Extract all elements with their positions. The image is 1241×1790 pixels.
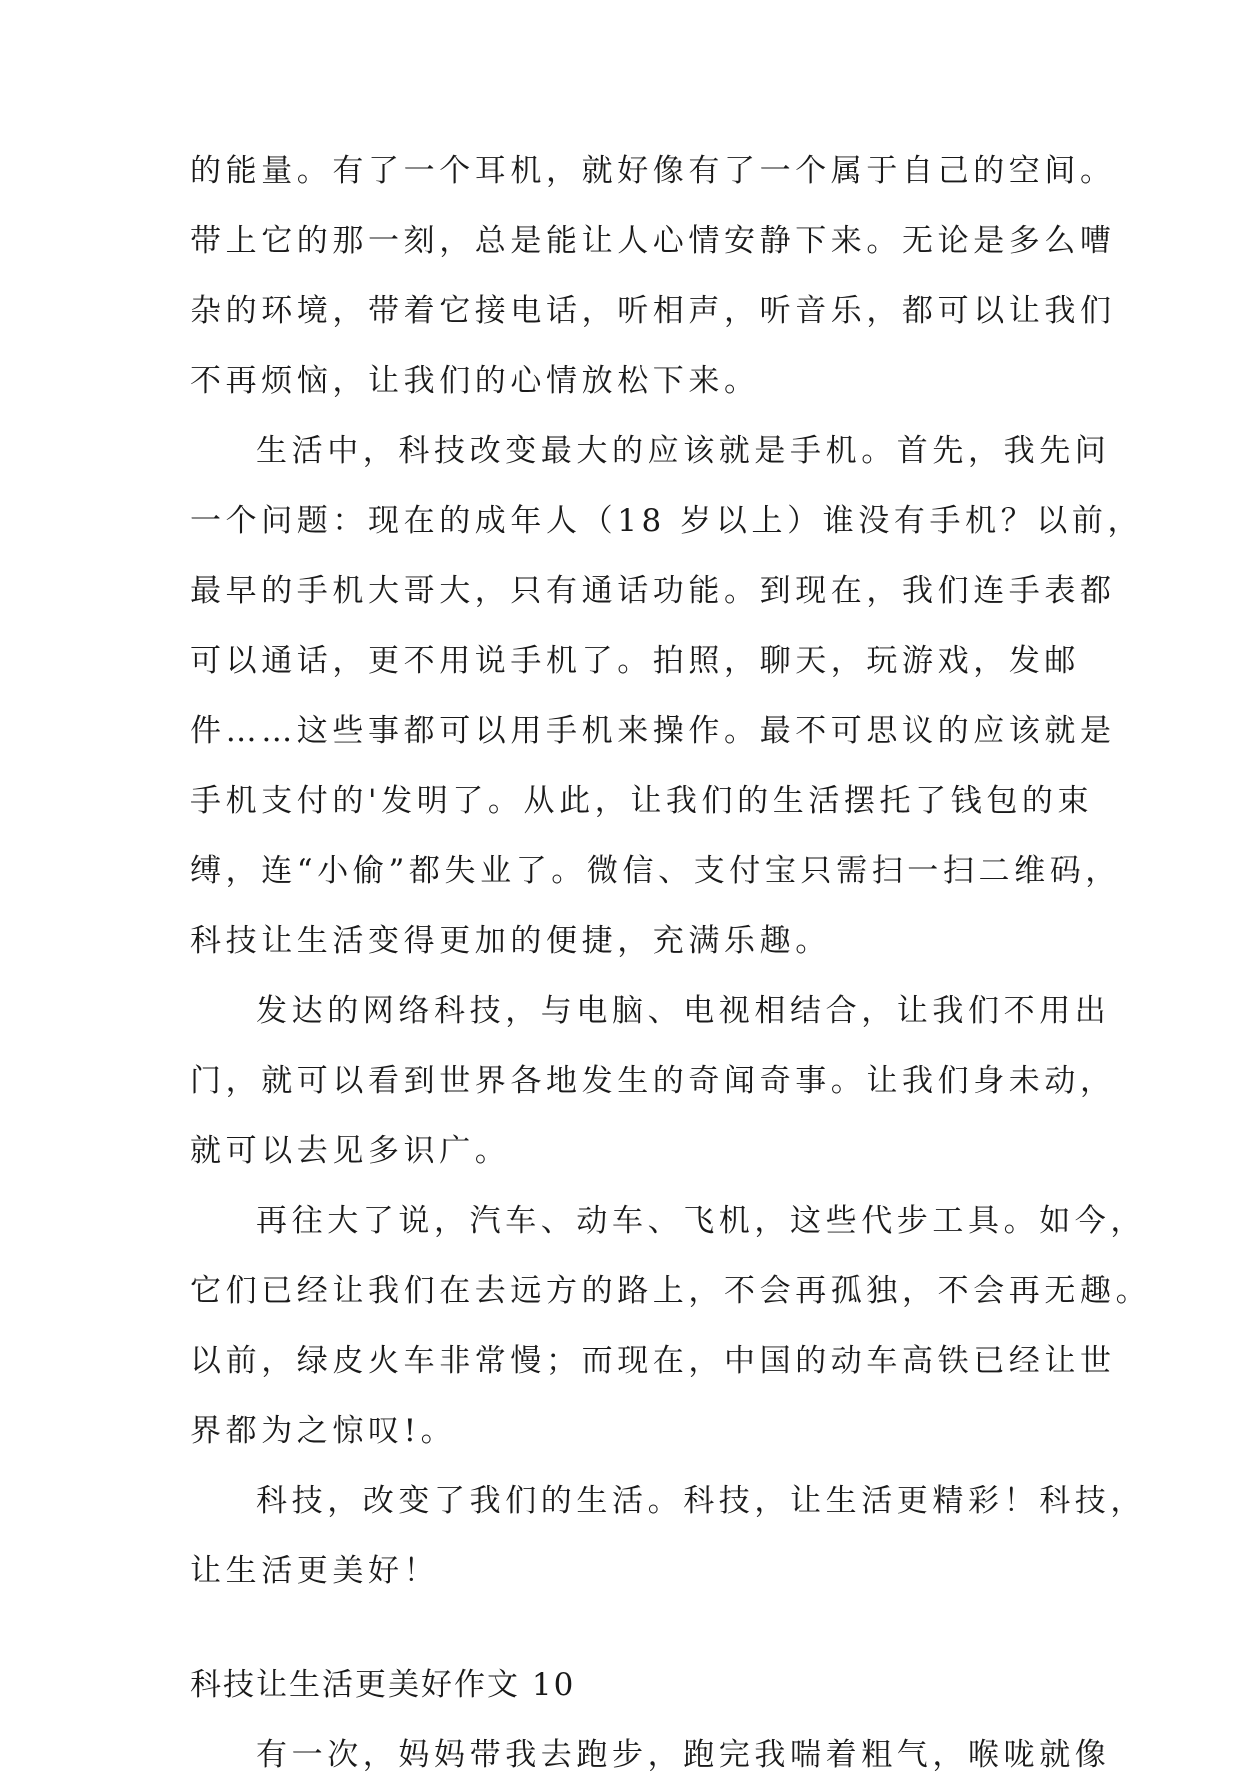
paragraph-line: 科技让生活变得更加的便捷，充满乐趣。 — [190, 923, 831, 959]
paragraph-line: 可以通话，更不用说手机了。拍照，聊天，玩游戏，发邮 — [190, 643, 1080, 679]
paragraph-line: 带上它的那一刻，总是能让人心情安静下来。无论是多么嘈 — [190, 223, 1116, 259]
paragraph-line: 再往大了说，汽车、动车、飞机，这些代步工具。如今， — [256, 1203, 1146, 1239]
paragraph-line: 发达的网络科技，与电脑、电视相结合，让我们不用出 — [256, 993, 1111, 1029]
paragraph-line: 的能量。有了一个耳机，就好像有了一个属于自己的空间。 — [190, 153, 1116, 189]
paragraph-line: 让生活更美好！ — [190, 1553, 440, 1589]
paragraph-line: 就可以去见多识广。 — [190, 1133, 511, 1169]
paragraph-line: 手机支付的'发明了。从此，让我们的生活摆托了钱包的束 — [190, 783, 1094, 819]
paragraph-line: 缚，连“小偷”都失业了。微信、支付宝只需扫一扫二维码， — [190, 853, 1121, 889]
paragraph-line: 不再烦恼，让我们的心情放松下来。 — [190, 363, 760, 399]
section-heading: 科技让生活更美好作文 10 — [190, 1667, 576, 1703]
paragraph-line: 有一次，妈妈带我去跑步，跑完我喘着粗气，喉咙就像 — [256, 1737, 1111, 1773]
paragraph-line: 门，就可以看到世界各地发生的奇闻奇事。让我们身未动， — [190, 1063, 1116, 1099]
paragraph-line: 件……这些事都可以用手机来操作。最不可思议的应该就是 — [190, 713, 1116, 749]
paragraph-line: 以前，绿皮火车非常慢；而现在，中国的动车高铁已经让世 — [190, 1343, 1116, 1379]
paragraph-line: 它们已经让我们在去远方的路上，不会再孤独，不会再无趣。 — [190, 1273, 1152, 1309]
paragraph-line: 最早的手机大哥大，只有通话功能。到现在，我们连手表都 — [190, 573, 1116, 609]
paragraph-line: 科技，改变了我们的生活。科技，让生活更精彩！科技， — [256, 1483, 1146, 1519]
paragraph-line: 一个问题：现在的成年人（18 岁以上）谁没有手机？以前， — [190, 503, 1144, 539]
paragraph-line: 杂的环境，带着它接电话，听相声，听音乐，都可以让我们 — [190, 293, 1116, 329]
paragraph-line: 界都为之惊叹!。 — [190, 1413, 457, 1449]
paragraph-line: 生活中，科技改变最大的应该就是手机。首先，我先问 — [256, 433, 1111, 469]
